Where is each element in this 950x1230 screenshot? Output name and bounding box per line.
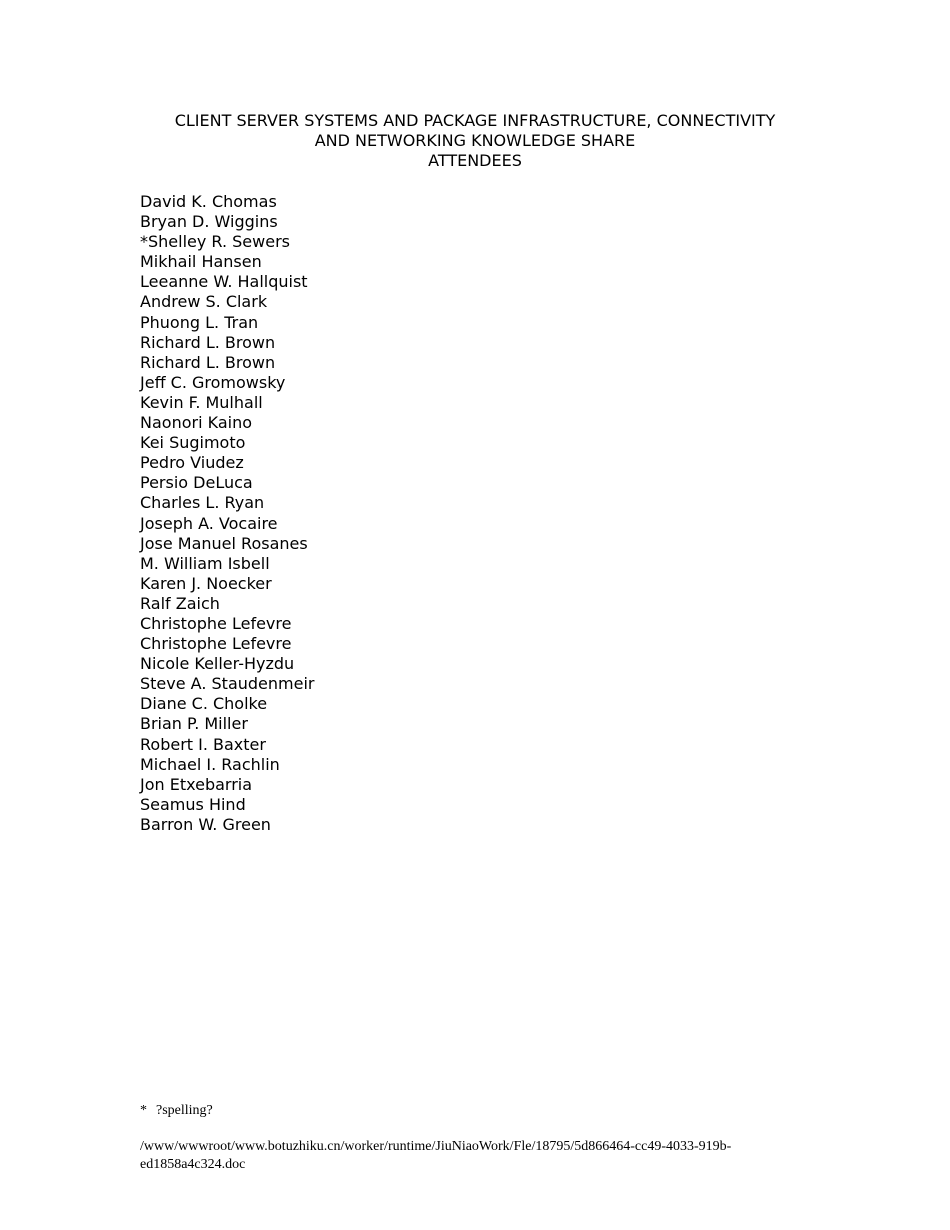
attendee-name: Mikhail Hansen <box>140 252 262 272</box>
attendee-name: Kei Sugimoto <box>140 433 246 453</box>
attendee-name: Phuong L. Tran <box>140 312 259 332</box>
title-line: CLIENT SERVER SYSTEMS AND PACKAGE INFRASTRUCTURE, CONNECTIVITY <box>174 111 776 130</box>
attendee-name: Naonori Kaino <box>140 413 252 433</box>
file-path-line: /www/wwwroot/www.botuzhiku.cn/worker/runtime/JiuNiaoWork/Fle/18795/5d866464-cc49-4033-919b- <box>140 1139 732 1154</box>
title-line: ATTENDEES <box>428 151 522 170</box>
attendee-name: Kevin F. Mulhall <box>140 392 263 412</box>
attendee-name: Pedro Viudez <box>140 453 244 473</box>
attendee-name: M. William Isbell <box>140 553 270 573</box>
attendee-name: Brian P. Miller <box>140 714 248 734</box>
footnote <box>140 1102 213 1120</box>
attendee-name: Richard L. Brown <box>140 332 276 352</box>
attendee-name: Leeanne W. Hallquist <box>140 272 308 292</box>
attendee-name: Christophe Lefevre <box>140 613 292 633</box>
attendee-name: Michael I. Rachlin <box>140 754 280 774</box>
file-path-line: ed1858a4c324.doc <box>140 1157 246 1172</box>
attendee-name: Bryan D. Wiggins <box>140 212 278 232</box>
attendee-name: David K. Chomas <box>140 192 277 211</box>
attendee-name: Ralf Zaich <box>140 593 220 613</box>
attendee-name: Barron W. Green <box>140 814 271 834</box>
file-path-footer <box>140 1138 840 1174</box>
attendee-name: Karen J. Noecker <box>140 573 272 593</box>
attendee-name: Steve A. Staudenmeir <box>140 674 315 694</box>
attendee-name: Robert I. Baxter <box>140 734 266 754</box>
attendee-name: *Shelley R. Sewers <box>140 232 290 252</box>
attendee-name: Jon Etxebarria <box>140 774 253 794</box>
attendee-name: Charles L. Ryan <box>140 493 265 513</box>
attendee-name: Andrew S. Clark <box>140 292 268 312</box>
attendee-name: Seamus Hind <box>140 794 246 814</box>
attendee-name: Nicole Keller-Hyzdu <box>140 654 295 674</box>
attendee-name: Jeff C. Gromowsky <box>140 372 286 392</box>
attendee-name: Richard L. Brown <box>140 352 276 372</box>
footnote-text: ?spelling? <box>156 1103 213 1118</box>
attendee-name: Jose Manuel Rosanes <box>140 533 308 553</box>
document-title <box>0 111 950 171</box>
footnote-marker: * <box>140 1103 147 1118</box>
attendee-name: Joseph A. Vocaire <box>140 513 278 533</box>
attendee-name: Persio DeLuca <box>140 473 253 493</box>
attendee-list <box>140 192 314 835</box>
attendee-name: Christophe Lefevre <box>140 634 292 654</box>
title-line: AND NETWORKING KNOWLEDGE SHARE <box>314 131 636 150</box>
attendee-name: Diane C. Cholke <box>140 694 268 714</box>
